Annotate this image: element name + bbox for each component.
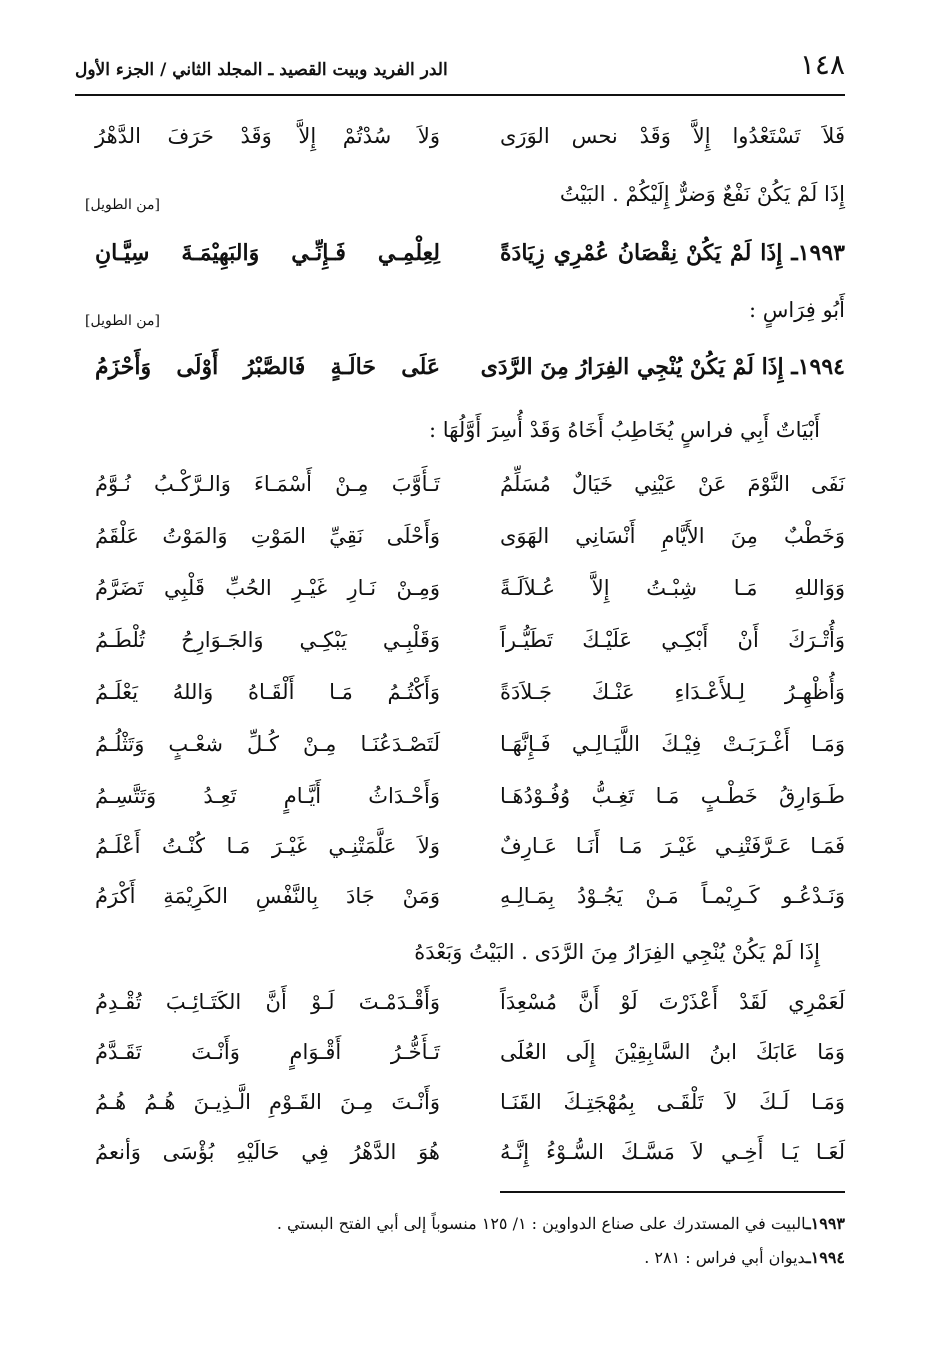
verse-line [95,834,845,882]
hemistich-second: وَقَلْبِـي يَبْكِـي وَالجَـوَارِحُ تُلْطَـمُ [95,628,440,652]
hemistich-second: تَـأَخُّـرُ أَقْـوَامٍ وَأَنْـتَ تَقَـدَّمُ [95,1040,440,1064]
hemistich-second: وَأَحْـدَاثُ أَيَّـامٍ تَعِـدُ وَتَتَّسِـمُ [95,784,440,808]
entry-number: ١٩٩٤ـ [791,354,845,380]
hemistich-first [500,240,845,266]
entry-number: ١٩٩٣ـ [791,240,845,266]
footnote-text: البيت في المستدرك على صناع الدواوين : ١/ ١٢٥ منسوباً إلى أبي الفتح البستي . [276,1214,806,1233]
header-rule [75,94,845,96]
hemistich-text: إِذَا لَمْ يَكُنْ يُنْجِي الفِرَارُ مِنَ الرَّدَى [480,354,784,380]
verse-line [95,124,845,172]
hemistich-first: نَفَى النَّوْمَ عَنْ عَيْنِي خَيَالٌ مُسَلِّمُ [500,472,845,496]
hemistich-first: لَعَمْرِي لَقَدْ أَعْذَرْتَ لَوْ أَنَّ مُسْعِدَاً [500,990,845,1014]
footnote-number: ١٩٩٤ـ [805,1248,845,1267]
hemistich-second: لِعِلْمِـي فَـإِنِّـي وَالبَهِيْمَـةَ سِيَّـانِ [95,240,440,266]
hemistich-second: تَـأَوَّبَ مِـنْ أَسْمَـاءَ وَالـرَّكْـبُ نُـوَّمُ [95,472,440,496]
poet-name: أَبُو فِرَاسٍ : [748,298,845,322]
hemistich-second: وَأَكْتُـمُ مَـا أَلْقَـاهُ وَاللهُ يَعْلَـمُ [95,680,440,704]
footnote-number: ١٩٩٣ـ [805,1214,845,1233]
footnote-rule [500,1191,845,1193]
hemistich-first: وَنَـدْعُـو كَـرِيْمـاً مَـنْ يَجُـوْدُ بِمَـالِـهِ [500,884,845,908]
verse-line [95,628,845,676]
hemistich-second: لَتَصْـدَعُنَـا مِـنْ كُـلِّ شعْـبٍ وَتَثْلُـمُ [95,732,440,756]
verse-line [95,1140,845,1188]
hemistich-first: وَخَطْبٌ مِنَ الأَيَّامِ أَنْسَانِي الهَوَى [500,524,845,548]
entry-1994 [95,354,845,402]
hemistich-second: وَأَحْلَى نَقِيِّ المَوْتِ وَالمَوْتُ عَلْقَمُ [95,524,440,548]
footnote-text: ديوان أبي فراس : ٢٨١ . [644,1248,806,1267]
prose-line: إِذَا لَمْ يَكُنْ نَفْعٌ وَضرٌّ إِلَيْكُمْ . البَيْتُ [559,182,845,206]
verse-line [95,524,845,572]
running-title: الدر الفريد وبيت القصيد ـ المجلد الثاني / الجزء الأول [75,60,448,80]
verse-line [95,884,845,932]
verse-line [95,784,845,832]
hemistich-second: وَمَنْ جَادَ بِالنَّفْسِ الكَرِيْمَةِ أَكْرَمُ [95,884,440,908]
prose-line: أَبْيَاتٌ أَبِي فراسٍ يُخَاطِبُ أَخَاهُ وَقَدْ أُسِرَ أَوَّلُهَا : [429,418,820,442]
footnote [95,1214,845,1233]
verse-line [95,732,845,780]
page-header [75,48,845,90]
hemistich-second: وَلاَ سُدْتُمْ إِلاَّ وَقَدْ حَرَفَ الدَّهْرُ [95,124,440,148]
verse-line [95,680,845,728]
hemistich-second: عَلَى حَالَـةٍ فَالصَّبْرُ أَوْلَى وَأَحْزَمُ [95,354,440,380]
hemistich-second: وَمِـنْ نَـارِ غَيْـرِ الحُبِّ قَلْبِي تَضَرَّمُ [95,576,440,600]
page-number: ١٤٨ [799,48,845,81]
hemistich-first: وَمَا عَابَكَ ابنُ السَّابِقِيْنَ إِلَى العُلَى [500,1040,845,1064]
meter-label: [من الطويل] [85,313,160,329]
hemistich-text: إِذَا لَمْ يَكُنْ نِقْصَانُ عُمْرِي زِيَادَةً [500,240,783,266]
hemistich-second: وَلاَ عَلَّمَتْنِـي غَيْـرَ مَـا كُنْـتُ أَعْلَـمُ [95,834,440,858]
hemistich-first: وَأُظْهِـرُ لِـلأَعْـدَاءِ عَنْـكَ جَـلاَدَةً [500,680,845,704]
verse-line [95,576,845,624]
hemistich-first [480,354,845,380]
hemistich-first: وَأُتْـرَكَ أَنْ أَبْكِـي عَلَيْـكَ تَطَيُّـراً [500,628,845,652]
entry-1993 [95,240,845,288]
hemistich-first: وَمَـا لَـكَ لاَ تَلْقَـى بِمُهْجَتِـكَ القَنَـا [500,1090,845,1114]
hemistich-first: فَمَـا عَـرَّفَتْنِـي غَيْـرَ مَـا أَنَـا عَـارِفٌ [500,834,845,858]
verse-line [95,1040,845,1088]
hemistich-second: وَأَقْـدَمْـتَ لَـوْ أَنَّ الكَتَـائِـبَ تُقْـدِمُ [95,990,440,1014]
hemistich-second: هُوَ الدَّهْرُ فِي حَالَيْهِ بُؤْسَى وَأنعمُ [95,1140,440,1164]
hemistich-first: طَـوَارِقُ خَطْـبٍ مَـا تَغِـبُّ وُفُـوْدُهَـا [500,784,845,808]
prose-line: إِذَا لَمْ يَكُنْ يُنْجِي الفِرَارُ مِنَ الرَّدَى . البَيْتُ وَبَعْدَهُ [414,940,820,964]
footnote [95,1248,845,1267]
hemistich-first: لَعَـا يَـا أَخِـي لاَ مَسَّـكَ السُّـوْءُ إِنَّـهُ [500,1140,845,1164]
verse-line [95,1090,845,1138]
hemistich-first: وَوَاللهِ مَـا شِبْـتُ إِلاَّ عُـلاَلَـةً [500,576,845,600]
hemistich-first: وَمَـا أَغْـرَبَـتْ فِيْـكَ اللَّيَـالِـي فَـإِنَّهَـا [500,732,845,756]
hemistich-second: وَأَنْـتَ مِـنَ القَـوْمِ الَّـذِيـنَ هُـمُ هُـمُ [95,1090,440,1114]
verse-line [95,990,845,1038]
hemistich-first: فَلاَ تَسْتَعْدُوا إِلاَّ وَقَدْ نحس الوَرَى [500,124,845,148]
verse-line [95,472,845,520]
meter-label: [من الطويل] [85,197,160,213]
